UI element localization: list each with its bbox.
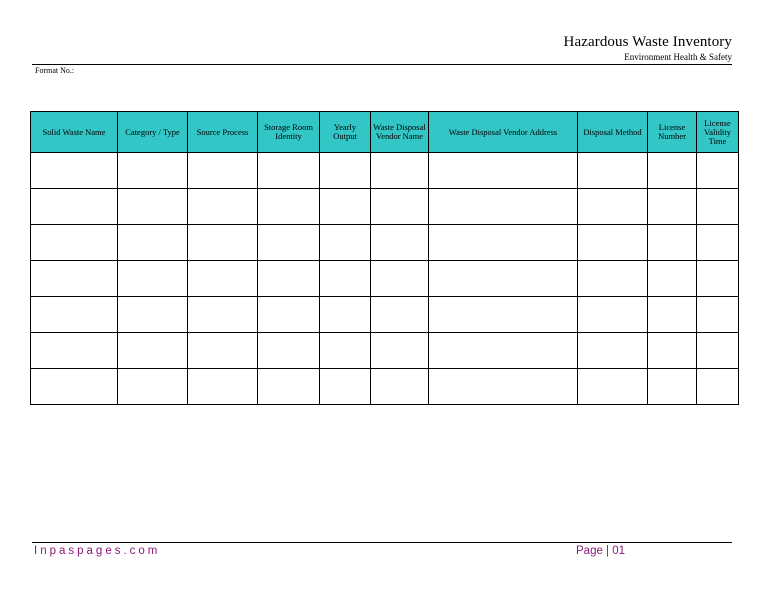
table-cell[interactable]	[118, 225, 188, 261]
table-cell[interactable]	[648, 189, 697, 225]
table-cell[interactable]	[258, 225, 320, 261]
table-cell[interactable]	[31, 225, 118, 261]
table-cell[interactable]	[371, 153, 429, 189]
table-cell[interactable]	[371, 261, 429, 297]
table-cell[interactable]	[371, 297, 429, 333]
table-cell[interactable]	[188, 189, 258, 225]
table-cell[interactable]	[648, 261, 697, 297]
table-cell[interactable]	[320, 333, 371, 369]
table-cell[interactable]	[188, 225, 258, 261]
table-cell[interactable]	[31, 189, 118, 225]
table-row	[31, 261, 739, 297]
header-divider	[32, 64, 732, 65]
table-cell[interactable]	[258, 189, 320, 225]
table-cell[interactable]	[118, 333, 188, 369]
table-cell[interactable]	[648, 297, 697, 333]
table-row	[31, 369, 739, 405]
table-cell[interactable]	[697, 153, 739, 189]
column-header-vendor-name: Waste Disposal Vendor Name	[371, 112, 429, 153]
table-cell[interactable]	[258, 333, 320, 369]
column-header-category-type: Category / Type	[118, 112, 188, 153]
table-cell[interactable]	[118, 261, 188, 297]
table-cell[interactable]	[371, 225, 429, 261]
table-row	[31, 333, 739, 369]
table-cell[interactable]	[118, 369, 188, 405]
table-cell[interactable]	[697, 333, 739, 369]
column-header-license-validity-time: License Validity Time	[697, 112, 739, 153]
column-header-storage-room-identity: Storage Room Identity	[258, 112, 320, 153]
table-row	[31, 189, 739, 225]
table-cell[interactable]	[118, 153, 188, 189]
table-cell[interactable]	[320, 225, 371, 261]
column-header-yearly-output: Yearly Output	[320, 112, 371, 153]
table-cell[interactable]	[188, 369, 258, 405]
table-cell[interactable]	[697, 189, 739, 225]
column-header-solid-waste-name: Solid Waste Name	[31, 112, 118, 153]
table-cell[interactable]	[31, 369, 118, 405]
table-cell[interactable]	[578, 333, 648, 369]
table-cell[interactable]	[258, 153, 320, 189]
table-cell[interactable]	[429, 261, 578, 297]
table-cell[interactable]	[188, 261, 258, 297]
table-cell[interactable]	[188, 153, 258, 189]
footer-divider	[32, 542, 732, 543]
table-cell[interactable]	[578, 261, 648, 297]
table-cell[interactable]	[429, 333, 578, 369]
table-row	[31, 225, 739, 261]
table-cell[interactable]	[429, 153, 578, 189]
table-cell[interactable]	[118, 189, 188, 225]
page-subtitle: Environment Health & Safety	[624, 52, 732, 62]
table-cell[interactable]	[429, 369, 578, 405]
page-title: Hazardous Waste Inventory	[563, 34, 732, 50]
table-cell[interactable]	[188, 297, 258, 333]
table-cell[interactable]	[118, 297, 188, 333]
footer-page-number: Page | 01	[576, 545, 626, 557]
table-cell[interactable]	[578, 189, 648, 225]
table-cell[interactable]	[578, 153, 648, 189]
table-cell[interactable]	[320, 261, 371, 297]
table-cell[interactable]	[371, 369, 429, 405]
column-header-disposal-method: Disposal Method	[578, 112, 648, 153]
table-cell[interactable]	[429, 225, 578, 261]
table-cell[interactable]	[697, 225, 739, 261]
table-cell[interactable]	[697, 297, 739, 333]
table-cell[interactable]	[697, 369, 739, 405]
format-number-label: Format No.:	[35, 66, 75, 75]
table-cell[interactable]	[429, 297, 578, 333]
table-cell[interactable]	[188, 333, 258, 369]
table-cell[interactable]	[371, 333, 429, 369]
column-header-license-number: License Number	[648, 112, 697, 153]
table-cell[interactable]	[371, 189, 429, 225]
table-cell[interactable]	[648, 225, 697, 261]
table-cell[interactable]	[648, 153, 697, 189]
table-cell[interactable]	[31, 153, 118, 189]
table-cell[interactable]	[258, 261, 320, 297]
table-cell[interactable]	[31, 333, 118, 369]
table-cell[interactable]	[258, 369, 320, 405]
table-cell[interactable]	[578, 297, 648, 333]
table-cell[interactable]	[320, 369, 371, 405]
table-cell[interactable]	[697, 261, 739, 297]
column-header-source-process: Source Process	[188, 112, 258, 153]
table-cell[interactable]	[648, 369, 697, 405]
table-row	[31, 153, 739, 189]
table-cell[interactable]	[320, 153, 371, 189]
column-header-vendor-address: Waste Disposal Vendor Address	[429, 112, 578, 153]
table-cell[interactable]	[578, 225, 648, 261]
table-cell[interactable]	[31, 261, 118, 297]
table-body	[31, 153, 739, 405]
table-cell[interactable]	[648, 333, 697, 369]
table-cell[interactable]	[320, 297, 371, 333]
table-cell[interactable]	[258, 297, 320, 333]
inventory-table	[30, 111, 739, 405]
table-cell[interactable]	[31, 297, 118, 333]
table-cell[interactable]	[429, 189, 578, 225]
table-cell[interactable]	[578, 369, 648, 405]
table-header-row	[31, 112, 739, 153]
table-row	[31, 297, 739, 333]
table-cell[interactable]	[320, 189, 371, 225]
footer-site-name: Inpaspages.com	[34, 545, 161, 557]
